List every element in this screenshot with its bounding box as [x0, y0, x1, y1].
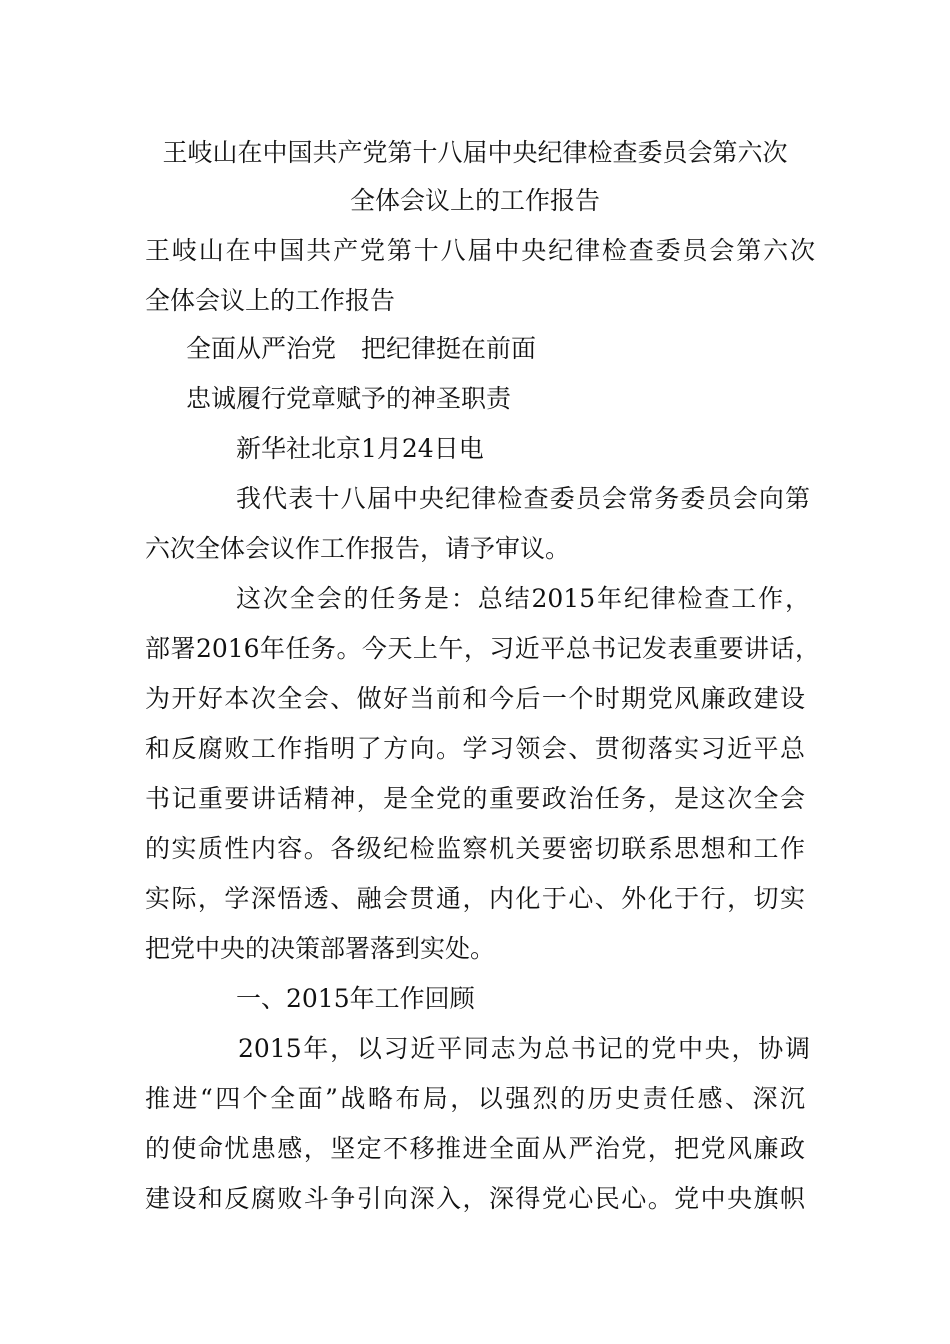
heading-line-1: 王岐山在中国共产党第十八届中央纪律检查委员会第六次 [145, 236, 815, 265]
paragraph-line: 实际，学深悟透、融会贯通，内化于心、外化于行，切实 [145, 884, 805, 913]
subtitle-line-2: 忠诚履行党章赋予的神圣职责 [186, 384, 512, 413]
paragraph-line: 推进“四个全面”战略布局，以强烈的历史责任感、深沉 [145, 1084, 805, 1113]
section-heading: 一、2015年工作回顾 [236, 984, 475, 1013]
paragraph-line: 为开好本次全会、做好当前和今后一个时期党风廉政建设 [145, 684, 805, 713]
paragraph-line: 的实质性内容。各级纪检监察机关要密切联系思想和工作 [145, 834, 805, 863]
paragraph-line: 的使命忧患感，坚定不移推进全面从严治党，把党风廉政 [145, 1134, 805, 1163]
document-title-line-2: 全体会议上的工作报告 [349, 186, 600, 215]
paragraph-line: 书记重要讲话精神，是全党的重要政治任务，是这次全会 [145, 784, 805, 813]
paragraph-line: 部署2016年任务。今天上午，习近平总书记发表重要讲话， [145, 634, 820, 663]
paragraph-line: 2015年，以习近平同志为总书记的党中央，协调 [238, 1034, 810, 1063]
paragraph-line: 和反腐败工作指明了方向。学习领会、贯彻落实习近平总 [145, 734, 805, 763]
paragraph-line: 这次全会的任务是：总结2015年纪律检查工作， [236, 584, 810, 613]
heading-line-2: 全体会议上的工作报告 [145, 286, 396, 315]
subtitle-line-1: 全面从严治党 把纪律挺在前面 [186, 334, 537, 363]
dateline: 新华社北京1月24日电 [236, 434, 484, 463]
paragraph-line: 建设和反腐败斗争引向深入，深得党心民心。党中央旗帜 [145, 1184, 805, 1213]
document-title-line-1: 王岐山在中国共产党第十八届中央纪律检查委员会第六次 [162, 138, 788, 167]
paragraph-line: 把党中央的决策部署落到实处。 [145, 934, 496, 963]
paragraph-line: 我代表十八届中央纪律检查委员会常务委员会向第 [236, 484, 810, 513]
paragraph-line: 六次全体会议作工作报告，请予审议。 [145, 534, 571, 563]
